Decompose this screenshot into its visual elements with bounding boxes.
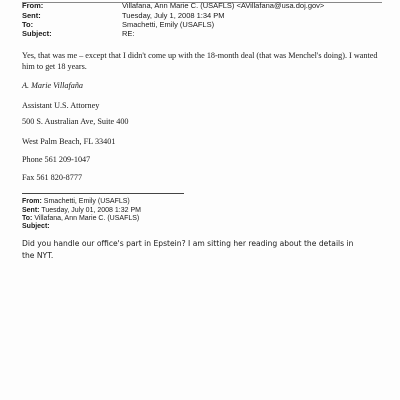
header-from-label: From: [22, 1, 44, 10]
reply-body-line-2: him to get 18 years. [22, 62, 87, 71]
header-subject-value: RE: [122, 29, 135, 38]
header-to-label: To: [22, 20, 34, 29]
signature-fax: Fax 561 820-8777 [22, 173, 83, 182]
signature-name: A. Marie Villafaña [22, 81, 84, 90]
original-to-value: Villafana, Ann Marie C. (USAFLS) [34, 215, 140, 222]
original-from-value: Smachetti, Emily (USAFLS) [43, 198, 130, 205]
signature-title: Assistant U.S. Attorney [22, 101, 100, 110]
header-from-value: Villafana, Ann Marie C. (USAFLS) <AVillafana@usa.doj.gov> [122, 1, 325, 10]
original-subject-row [22, 222, 50, 231]
header-subject-row [22, 29, 135, 39]
header-to-value: Smachetti, Emily (USAFLS) [122, 20, 215, 29]
original-sent-label: Sent: [22, 207, 40, 214]
header-subject-label: Subject: [22, 29, 52, 38]
original-message-body: Did you handle our office's part in Epstein? I am sitting her reading about the details in the NYT. [22, 239, 354, 260]
signature-address-line-2: West Palm Beach, FL 33401 [22, 137, 116, 146]
reply-body-line-1: Yes, that was me – except that I didn't come up with the 18-month deal (that was Menchel's doing). I wanted [22, 51, 378, 60]
original-from-row [22, 197, 130, 206]
original-to-label: To: [22, 215, 33, 222]
signature-address-line-1: 500 S. Australian Ave, Suite 400 [22, 117, 129, 126]
original-subject-label: Subject: [22, 223, 50, 230]
header-from-row [22, 1, 324, 11]
header-sent-value: Tuesday, July 1, 2008 1:34 PM [122, 11, 225, 20]
signature-phone: Phone 561 209-1047 [22, 155, 91, 164]
original-from-label: From: [22, 198, 42, 205]
original-message-divider [22, 193, 184, 194]
original-sent-value: Tuesday, July 01, 2008 1:32 PM [41, 207, 141, 214]
header-sent-label: Sent: [22, 11, 41, 20]
